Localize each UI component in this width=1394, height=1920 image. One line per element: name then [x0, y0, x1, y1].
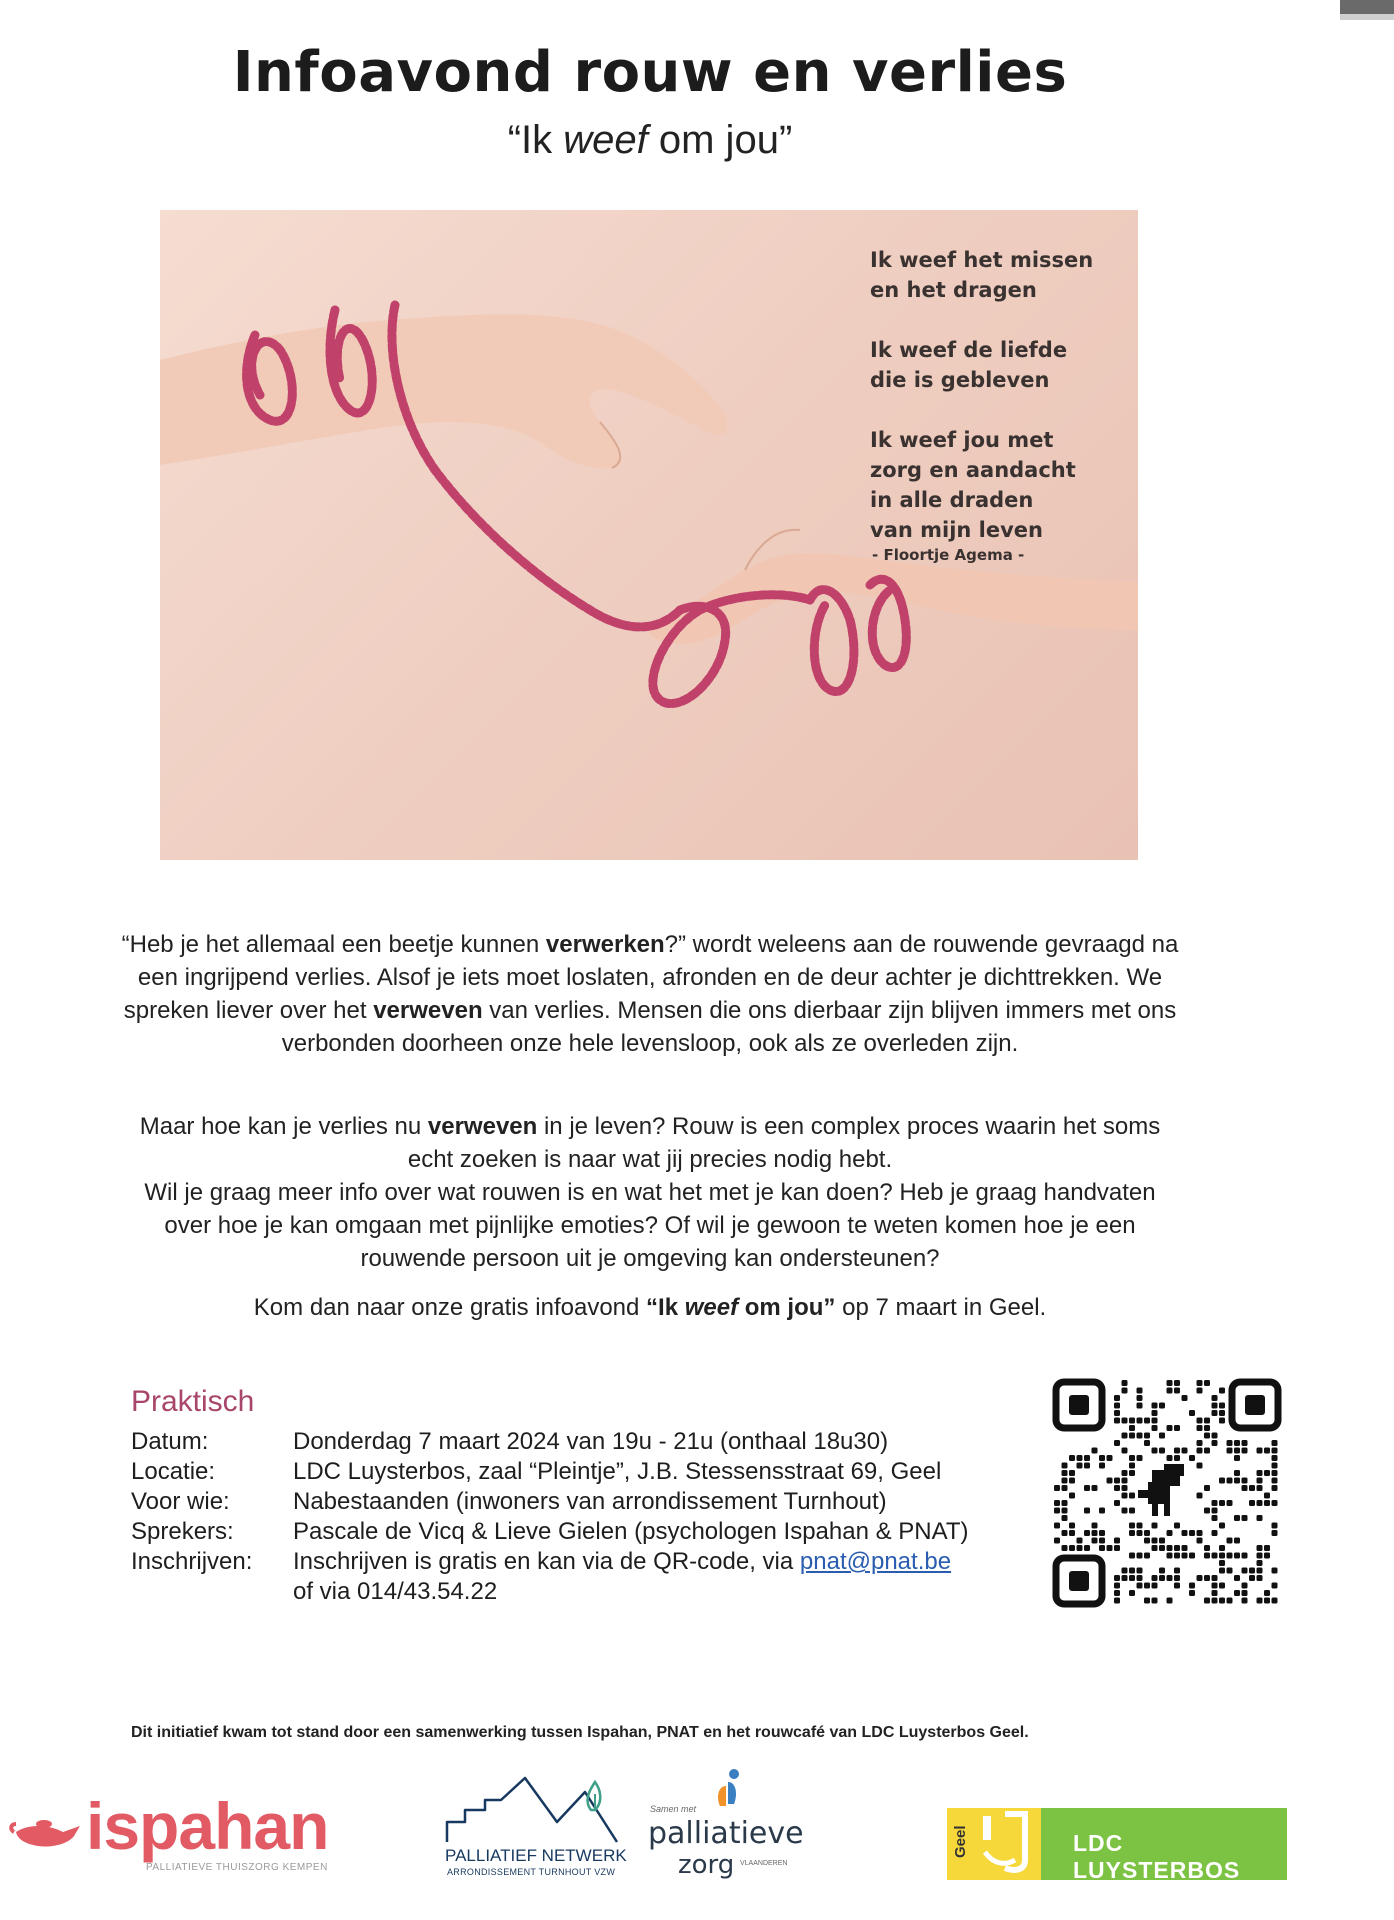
pn-name: PALLIATIEF NETWERK — [445, 1846, 627, 1865]
intro-paragraph-1 — [120, 928, 1180, 1060]
ldc-name: LDC LUYSTERBOS — [1073, 1830, 1241, 1883]
intro-paragraph-2 — [120, 1110, 1180, 1275]
text-italic: weef — [684, 1294, 739, 1321]
info-value: Donderdag 7 maart 2024 van 19u - 21u (onthaal 18u30) — [293, 1428, 889, 1455]
info-value — [293, 1547, 1113, 1577]
mountains-icon — [445, 1770, 645, 1846]
poem-line: Ik weef de liefde — [870, 338, 1068, 362]
ldc-geel-text: Geel — [952, 1825, 969, 1858]
poem-line: van mijn leven — [870, 518, 1043, 542]
info-value: Pascale de Vicq & Lieve Gielen (psychologen Ispahan & PNAT) — [293, 1518, 969, 1545]
page-subtitle — [0, 118, 1300, 163]
info-label: Sprekers: — [131, 1518, 234, 1545]
people-icon — [708, 1768, 748, 1812]
info-label: Inschrijven: — [131, 1548, 253, 1575]
ldc-yellow-block — [975, 1808, 1041, 1880]
page-title: Infoavond rouw en verlies — [232, 40, 1068, 105]
info-value: Nabestaanden (inwoners van arrondissement Turnhout) — [293, 1488, 887, 1515]
ldc-geel-strip — [947, 1808, 975, 1880]
poem-author: - Floortje Agema - — [872, 546, 1025, 564]
subtitle-italic: weef — [563, 118, 648, 162]
text-run: op 7 maart in Geel. — [835, 1294, 1047, 1321]
scan-edge-mark — [1340, 0, 1394, 14]
collaboration-note: Dit initiatief kwam tot stand door een samenwerking tussen Ispahan, PNAT en het rouwcafé van LDC Luysterbos Geel. — [131, 1724, 1029, 1741]
palliatieve-zorg-logo — [648, 1768, 818, 1878]
text-run: “Ik — [646, 1294, 685, 1321]
intro-paragraph-3 — [120, 1291, 1180, 1324]
lamp-icon — [8, 1802, 88, 1862]
email-link[interactable]: pnat@pnat.be — [799, 1548, 952, 1575]
pz-wordmark: palliatieve — [648, 1816, 804, 1851]
subtitle-open: “Ik — [507, 118, 564, 162]
ldc-luysterbos-logo — [947, 1808, 1287, 1883]
info-label: Locatie: — [131, 1458, 216, 1485]
poem-line: en het dragen — [870, 278, 1037, 302]
pz-samen-met: Samen met — [650, 1804, 697, 1814]
text-run: Maar hoe kan je verlies nu — [139, 1113, 428, 1140]
info-label: Voor wie: — [131, 1488, 230, 1515]
text-bold — [646, 1294, 835, 1321]
poem-line: Ik weef het missen — [870, 248, 1094, 272]
ispahan-wordmark: ispahan — [86, 1789, 329, 1863]
poem-block — [870, 245, 1130, 565]
poem-line: Ik weef jou met — [870, 428, 1054, 452]
poem-stanza-3 — [870, 425, 1130, 565]
text-run: van verlies. Mensen die ons dierbaar zijn blijven immers met ons verbonden doorheen onze hele levensloop, ook als ze overleden zijn. — [281, 997, 1177, 1057]
text-run: “Heb je het allemaal een beetje kunnen — [121, 931, 546, 958]
text-run: Wil je graag meer info over wat rouwen is en wat het met je kan doen? Heb je graag handvaten over hoe je kan omgaan met pijnlijke emoties? Of wil je gewoon te weten komen hoe je een rouwende persoon uit je omgeving kan ondersteunen? — [144, 1179, 1156, 1272]
text-run: Kom dan naar onze gratis infoavond — [253, 1294, 647, 1321]
poem-line: zorg en aandacht — [870, 458, 1076, 482]
pn-subtitle: ARRONDISSEMENT TURNHOUT VZW — [447, 1867, 616, 1877]
text-run: ?” wordt weleens aan de rouwende gevraagd na een ingrijpend verlies. Alsof je iets moet loslaten, afronden en de deur achter je dichttrekken. We spreken liever over het — [123, 931, 1179, 1024]
poem-line: die is gebleven — [870, 368, 1050, 392]
text-run: Inschrijven is gratis en kan via de QR-code, via — [293, 1548, 800, 1575]
poem-stanza-2 — [870, 335, 1130, 395]
palliatief-netwerk-logo — [445, 1770, 655, 1882]
ldc-symbol-icon — [975, 1808, 1041, 1880]
praktisch-heading: Praktisch — [131, 1385, 255, 1418]
text-bold: verweven — [373, 997, 483, 1024]
subtitle-close: om jou” — [647, 118, 793, 162]
pz-vlaanderen: VLAANDEREN — [740, 1860, 788, 1867]
text-run: om jou” — [738, 1294, 836, 1321]
info-label: Datum: — [131, 1428, 209, 1455]
info-value: of via 014/43.54.22 — [293, 1578, 498, 1605]
text-bold: verwerken — [545, 931, 665, 958]
text-run: in je leven? Rouw is een complex proces waarin het soms echt zoeken is naar wat jij precies nodig hebt. — [407, 1113, 1161, 1173]
text-bold: verweven — [427, 1113, 538, 1140]
ispahan-tagline: PALLIATIEVE THUISZORG KEMPEN — [146, 1862, 328, 1873]
registration-qr-code[interactable] — [1052, 1378, 1282, 1608]
info-value: LDC Luysterbos, zaal “Pleintje”, J.B. Stessensstraat 69, Geel — [293, 1458, 942, 1485]
poem-stanza-1 — [870, 245, 1130, 305]
scan-edge-mark-light — [1340, 14, 1394, 20]
pz-zorg: zorg — [678, 1850, 735, 1880]
ldc-green-block — [1041, 1808, 1287, 1883]
poem-line: in alle draden — [870, 488, 1034, 512]
ispahan-logo — [8, 1789, 348, 1882]
